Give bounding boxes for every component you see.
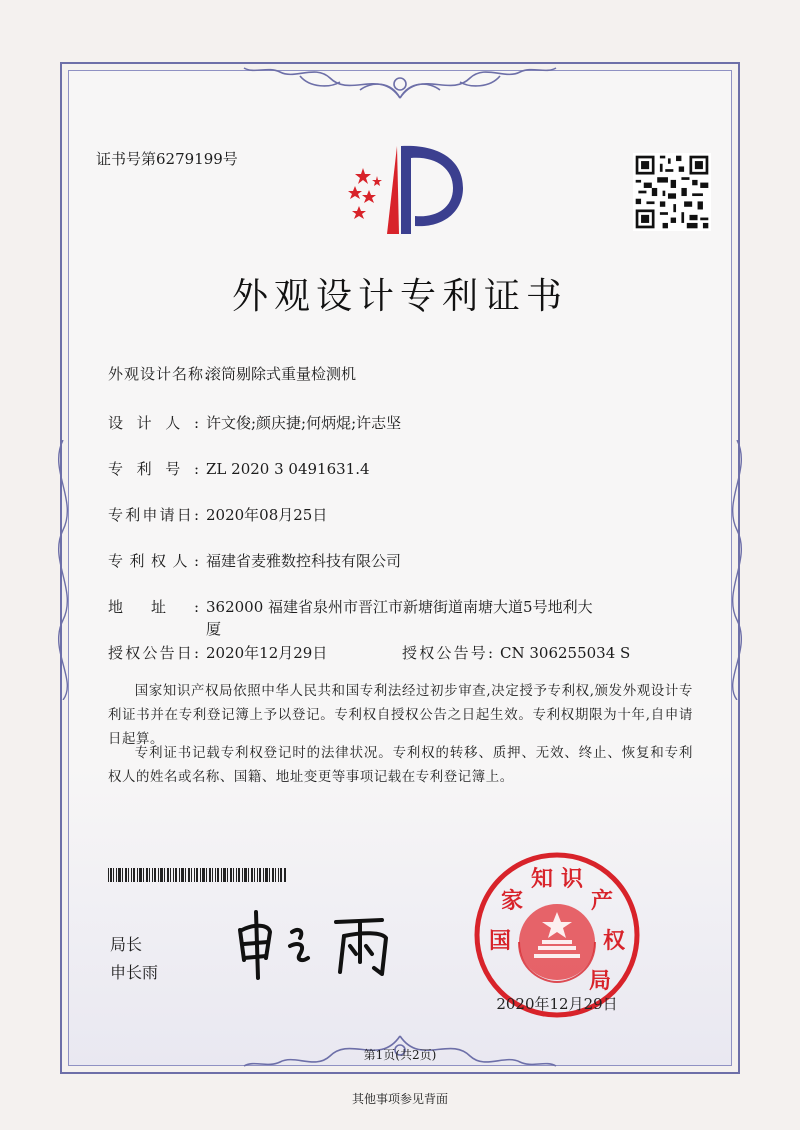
designer-value: 许文俊;颜庆捷;何炳焜;许志坚 bbox=[206, 414, 402, 432]
address-row bbox=[108, 596, 206, 617]
svg-text:局: 局 bbox=[588, 968, 612, 994]
address-label: 地址: bbox=[108, 598, 200, 616]
certificate-title: 外观设计专利证书 bbox=[231, 276, 568, 317]
grant-date-label: 授权公告日: bbox=[108, 644, 200, 662]
filing-date-label: 专利申请日: bbox=[108, 506, 200, 524]
grant-no-value: CN 306255034 S bbox=[500, 644, 631, 662]
patent-no-value: ZL 2020 3 0491631.4 bbox=[206, 460, 370, 478]
grant-date-row bbox=[108, 642, 327, 663]
qr-code bbox=[633, 153, 711, 231]
svg-text:权: 权 bbox=[602, 928, 626, 954]
handwritten-signature bbox=[232, 902, 412, 982]
top-ornament bbox=[240, 58, 560, 108]
patentee-value: 福建省麦雅数控科技有限公司 bbox=[206, 552, 402, 570]
filing-date-value: 2020年08月25日 bbox=[206, 506, 328, 524]
svg-text:国: 国 bbox=[488, 928, 512, 954]
patentee-row bbox=[108, 550, 401, 571]
footer-note: 其他事项参见背面 bbox=[351, 1092, 448, 1106]
design-name-row bbox=[108, 363, 356, 384]
director-title: 局长 bbox=[110, 935, 143, 954]
cnipa-logo bbox=[335, 138, 465, 238]
grant-no-row bbox=[402, 642, 630, 663]
design-name-value: 滚筒剔除式重量检测机 bbox=[206, 365, 357, 383]
director-name: 申长雨 bbox=[110, 963, 159, 982]
designer-label: 设计人: bbox=[108, 414, 200, 432]
patent-no-label: 专利号: bbox=[108, 460, 200, 478]
filing-date-row bbox=[108, 504, 327, 525]
page-indicator: 第1页(共2页) bbox=[363, 1048, 437, 1062]
grant-date-value: 2020年12月29日 bbox=[206, 644, 328, 662]
seal-date: 2020年12月29日 bbox=[496, 995, 618, 1013]
patent-no-row bbox=[108, 458, 370, 479]
svg-text:产: 产 bbox=[590, 888, 614, 914]
svg-text:家: 家 bbox=[500, 888, 524, 914]
svg-text:识: 识 bbox=[560, 866, 584, 892]
barcode bbox=[108, 868, 286, 882]
address-value: 362000 福建省泉州市晋江市新塘街道南塘大道5号地利大厦 bbox=[206, 598, 593, 638]
body-paragraph-2: 专利证书记载专利权登记时的法律状况。专利权的转移、质押、无效、终止、恢复和专利权人的姓名或名称、国籍、地址变更等事项记载在专利登记簿上。 bbox=[108, 746, 693, 785]
svg-text:知: 知 bbox=[530, 866, 554, 892]
certificate-number: 证书号第6279199号 bbox=[96, 150, 238, 168]
patentee-label: 专利权人: bbox=[108, 552, 200, 570]
designer-row bbox=[108, 412, 401, 433]
left-ornament bbox=[48, 440, 78, 700]
design-name-label: 外观设计名称: bbox=[108, 365, 211, 383]
right-ornament bbox=[722, 440, 752, 700]
grant-no-label: 授权公告号: bbox=[402, 644, 494, 662]
body-paragraph-1: 国家知识产权局依照中华人民共和国专利法经过初步审查,决定授予专利权,颁发外观设计专利证书并在专利登记簿上予以登记。专利权自授权公告之日起生效。专利权期限为十年,自申请日起算。 bbox=[108, 684, 693, 747]
